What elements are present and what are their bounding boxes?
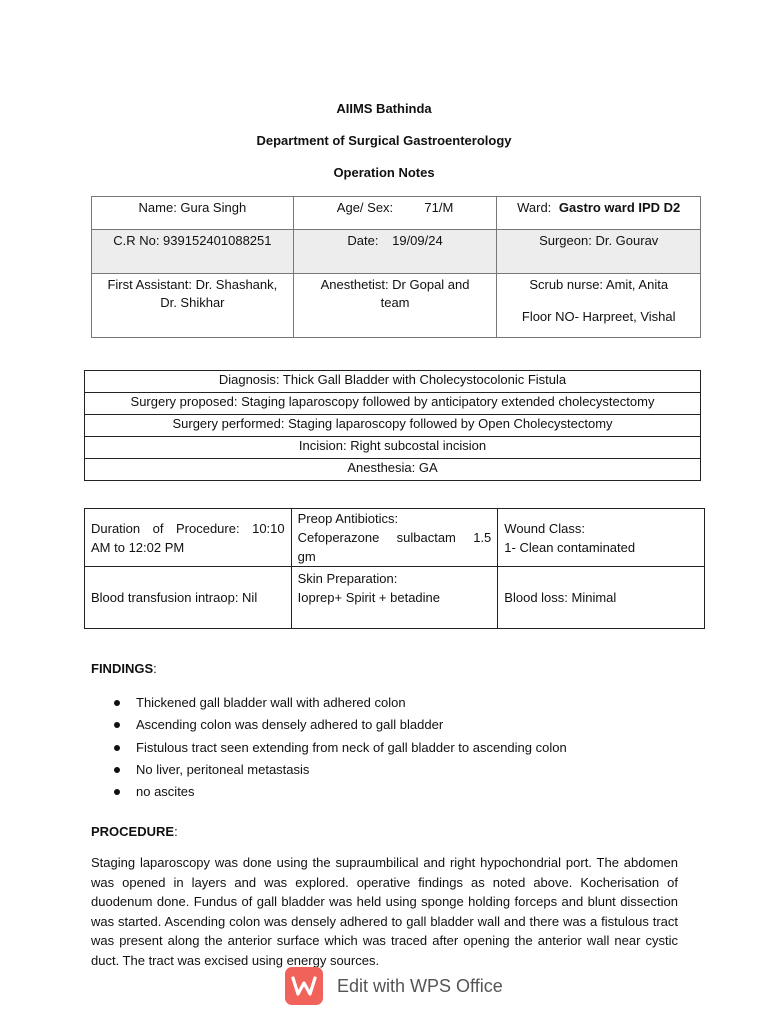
procedure-heading-colon: : — [174, 824, 178, 839]
wound-class-value: 1- Clean contaminated — [504, 539, 636, 555]
blood-transfusion-cell — [85, 567, 292, 629]
nursing-cell — [497, 274, 701, 338]
finding-text: Thickened gall bladder wall with adhered colon — [136, 695, 406, 710]
patient-info-table — [91, 196, 701, 338]
age-sex-cell — [293, 197, 497, 230]
skin-prep-cell — [291, 567, 498, 629]
first-assistant-cell — [92, 274, 294, 338]
age-sex-label: Age/ Sex: — [336, 200, 394, 215]
skin-prep-value: Ioprep+ Spirit + betadine — [297, 590, 441, 605]
bullet-icon — [114, 789, 120, 795]
anesthetist-cell — [293, 274, 497, 338]
patient-name-cell — [92, 197, 294, 230]
patient-name: Name: Gura Singh — [138, 200, 247, 215]
findings-heading — [91, 661, 157, 676]
list-item — [110, 737, 567, 759]
wps-logo-icon — [285, 967, 323, 1005]
antibiotics-cell — [291, 509, 498, 567]
findings-heading-colon: : — [153, 661, 157, 676]
bullet-icon — [114, 722, 120, 728]
antibiotics-label: Preop Antibiotics: — [297, 511, 399, 526]
date-cell — [293, 230, 497, 274]
cr-number: C.R No: 939152401088251 — [113, 233, 272, 248]
incision: Incision: Right subcostal incision — [85, 437, 701, 459]
anesthesia: Anesthesia: GA — [85, 459, 701, 481]
blood-loss-cell — [498, 567, 705, 629]
antibiotics-line-2: gm — [297, 549, 316, 564]
blood-transfusion: Blood transfusion intraop: Nil — [91, 590, 258, 605]
findings-heading-text: FINDINGS — [91, 661, 154, 676]
diagnosis: Diagnosis: Thick Gall Bladder with Cholecystocolonic Fistula — [85, 371, 701, 393]
date-label: Date: — [347, 233, 379, 248]
surgery-summary-table — [84, 370, 701, 481]
wps-edit-banner[interactable] — [285, 966, 503, 1006]
finding-text: No liver, peritoneal metastasis — [136, 761, 310, 777]
duration-line-2: AM to 12:02 PM — [91, 539, 185, 555]
age-sex-value: 71/M — [424, 200, 454, 215]
list-item — [110, 714, 567, 736]
procedure-heading-text: PROCEDURE — [91, 824, 175, 839]
finding-text: Fistulous tract seen extending from neck of gall bladder to ascending colon — [136, 739, 567, 755]
antibiotics-line-1: Cefoperazone sulbactam 1.5 — [297, 530, 492, 545]
surgery-proposed: Surgery proposed: Staging laparoscopy followed by anticipatory extended cholecystectomy — [85, 393, 701, 415]
first-assistant: First Assistant: Dr. Shashank, Dr. Shikhar — [107, 277, 278, 310]
ward-cell — [497, 197, 701, 230]
surgeon-name: Surgeon: Dr. Gourav — [539, 233, 659, 248]
department-name: Department of Surgical Gastroenterology — [256, 133, 512, 148]
wound-class-cell — [498, 509, 705, 567]
finding-text: Ascending colon was densely adhered to gall bladder — [136, 717, 444, 733]
date-value: 19/09/24 — [392, 233, 443, 248]
findings-list — [110, 692, 567, 803]
duration-cell — [85, 509, 292, 567]
anesthetist: Anesthetist: Dr Gopal and team — [320, 277, 470, 310]
scrub-nurse: Scrub nurse: Amit, Anita — [529, 277, 669, 292]
surgeon-cell — [497, 230, 701, 274]
wps-edit-label[interactable]: Edit with WPS Office — [337, 975, 503, 996]
bullet-icon — [114, 745, 120, 751]
blood-loss: Blood loss: Minimal — [504, 590, 617, 605]
wound-class-label: Wound Class: — [504, 520, 585, 536]
duration-line-1: Duration of Procedure: 10:10 — [91, 520, 285, 536]
bullet-icon — [114, 700, 120, 706]
finding-text: no ascites — [136, 784, 195, 800]
skin-prep-label: Skin Preparation: — [297, 571, 398, 586]
procedure-details-table — [84, 508, 705, 629]
ward-label: Ward: — [517, 200, 552, 215]
list-item — [110, 759, 567, 781]
list-item — [110, 692, 567, 714]
cr-number-cell — [92, 230, 294, 274]
institution-name: AIIMS Bathinda — [336, 101, 432, 116]
procedure-heading — [91, 824, 178, 839]
ward-value: Gastro ward IPD D2 — [558, 200, 681, 215]
list-item — [110, 781, 567, 803]
floor-nurse: Floor NO- Harpreet, Vishal — [521, 309, 676, 324]
surgery-performed: Surgery performed: Staging laparoscopy followed by Open Cholecystectomy — [85, 415, 701, 437]
page-title: Operation Notes — [333, 165, 435, 180]
procedure-text: Staging laparoscopy was done using the supraumbilical and right hypochondrial port. The abdomen was opened in layers and was explored. operative findings as noted above. Kocherisation of duodenum done. Fundus of gall bladder was held using sponge holding forceps and blunt dissection was started. Ascending colon was densely adhered to gall bladder wall and there was a fistulous tract was present along the anterior surface which was traced after opening the anterior wall near cystic duct. The tract was excised using energy sources. — [91, 855, 678, 968]
bullet-icon — [114, 767, 120, 773]
